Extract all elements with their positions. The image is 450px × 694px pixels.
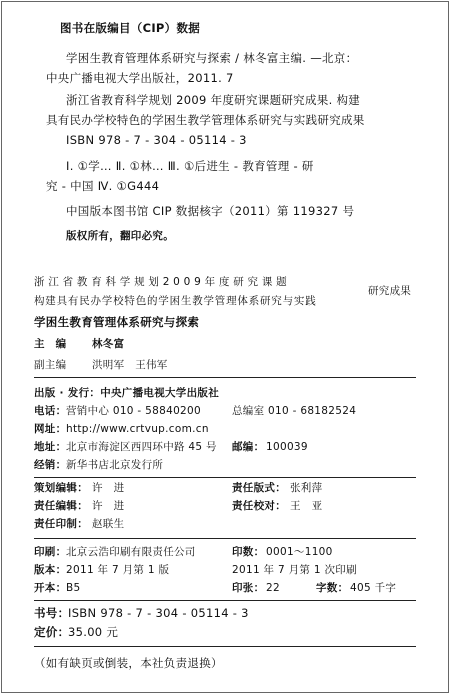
editor-name: 林冬富 (92, 338, 125, 350)
web-label: 网址： (34, 423, 67, 435)
format-value: B5 (66, 582, 81, 594)
deputy-label: 副主编 (34, 359, 67, 371)
cip-classification-1: Ⅰ. ①学… Ⅱ. ①林… Ⅲ. ①后进生 - 教育管理 - 研 (66, 159, 314, 173)
layout-name: 张利萍 (290, 482, 323, 494)
series-suffix: 研究成果 (368, 285, 412, 297)
cip-line-2: 中央广播电视大学出版社，2011. 7 (46, 71, 234, 85)
proof-label: 责任校对： (232, 500, 286, 512)
web-url[interactable]: http://www.crtvup.com.cn (66, 423, 209, 435)
publisher-line: 出版 · 发行：中央广播电视大学出版社 (34, 387, 219, 399)
address-label: 地址： (34, 441, 67, 453)
words-value: 405 千字 (350, 582, 397, 594)
print-manager-name: 赵联生 (92, 518, 125, 530)
distributor-value: 新华书店北京发行所 (66, 459, 164, 471)
isbn-value: ISBN 978 - 7 - 304 - 05114 - 3 (68, 606, 249, 620)
sheets-value: 22 (266, 582, 280, 594)
deputy-names: 洪明军 王伟军 (92, 359, 168, 371)
format-label: 开本： (34, 582, 67, 594)
responsible-editor-name: 许 进 (92, 500, 125, 512)
isbn-label: 书号： (34, 606, 70, 620)
zip-label: 邮编： (232, 441, 265, 453)
planning-editor-name: 许 进 (92, 482, 125, 494)
book-title: 学困生教育管理体系研究与探索 (34, 315, 200, 329)
cip-heading: 图书在版编目（CIP）数据 (60, 21, 201, 35)
address-value: 北京市海淀区西四环中路 45 号 (66, 441, 217, 453)
layout-label: 责任版式： (232, 482, 286, 494)
proof-name: 王 亚 (290, 500, 323, 512)
series-line-1: 浙江省教育科学规划2009年度研究课题 (34, 276, 291, 288)
editor-label: 主 编 (34, 338, 67, 350)
print-manager-label: 责任印制： (34, 518, 88, 530)
price-label: 定价： (34, 625, 70, 639)
cip-isbn: ISBN 978 - 7 - 304 - 05114 - 3 (66, 133, 247, 147)
zip-value: 100039 (266, 441, 308, 453)
cip-line-3: 浙江省教育科学规划 2009 年度研究课题研究成果. 构建 (66, 93, 361, 107)
price-value: 35.00 元 (68, 625, 119, 639)
cip-line-4: 具有民办学校特色的学困生教学管理体系研究与实践研究成果 (46, 113, 365, 127)
print-count-value: 0001～1100 (266, 546, 333, 558)
cip-line-1: 学困生教育管理体系研究与探索 / 林冬富主编. —北京： (66, 51, 358, 65)
planning-editor-label: 策划编辑： (34, 482, 88, 494)
divider-4 (34, 600, 416, 601)
divider-5 (34, 646, 416, 647)
return-notice: （如有缺页或倒装，本社负责退换） (34, 656, 223, 670)
phone-sales: 营销中心 010 - 58840200 (66, 405, 201, 417)
distributor-label: 经销： (34, 459, 67, 471)
phone-label: 电话： (34, 405, 67, 417)
phone-office: 总编室 010 - 68182524 (232, 405, 357, 417)
divider-1 (34, 377, 416, 378)
printer-value: 北京云浩印刷有限责任公司 (66, 546, 196, 558)
printer-label: 印刷： (34, 546, 67, 558)
cip-classification-2: 究 - 中国 Ⅳ. ①G444 (46, 179, 160, 193)
rights-notice: 版权所有，翻印必究。 (66, 230, 174, 242)
print-count-label: 印数： (232, 546, 265, 558)
responsible-editor-label: 责任编辑： (34, 500, 88, 512)
cip-verify: 中国版本图书馆 CIP 数据核字（2011）第 119327 号 (66, 204, 355, 218)
sheets-label: 印张： (232, 582, 265, 594)
series-line-2: 构建具有民办学校特色的学困生教学管理体系研究与实践 (34, 295, 317, 307)
edition-value: 2011 年 7 月第 1 版 (66, 564, 170, 576)
edition-label: 版本： (34, 564, 67, 576)
impression-value: 2011 年 7 月第 1 次印刷 (232, 564, 357, 576)
divider-3 (34, 538, 416, 539)
words-label: 字数： (316, 582, 349, 594)
divider-2 (34, 477, 416, 478)
